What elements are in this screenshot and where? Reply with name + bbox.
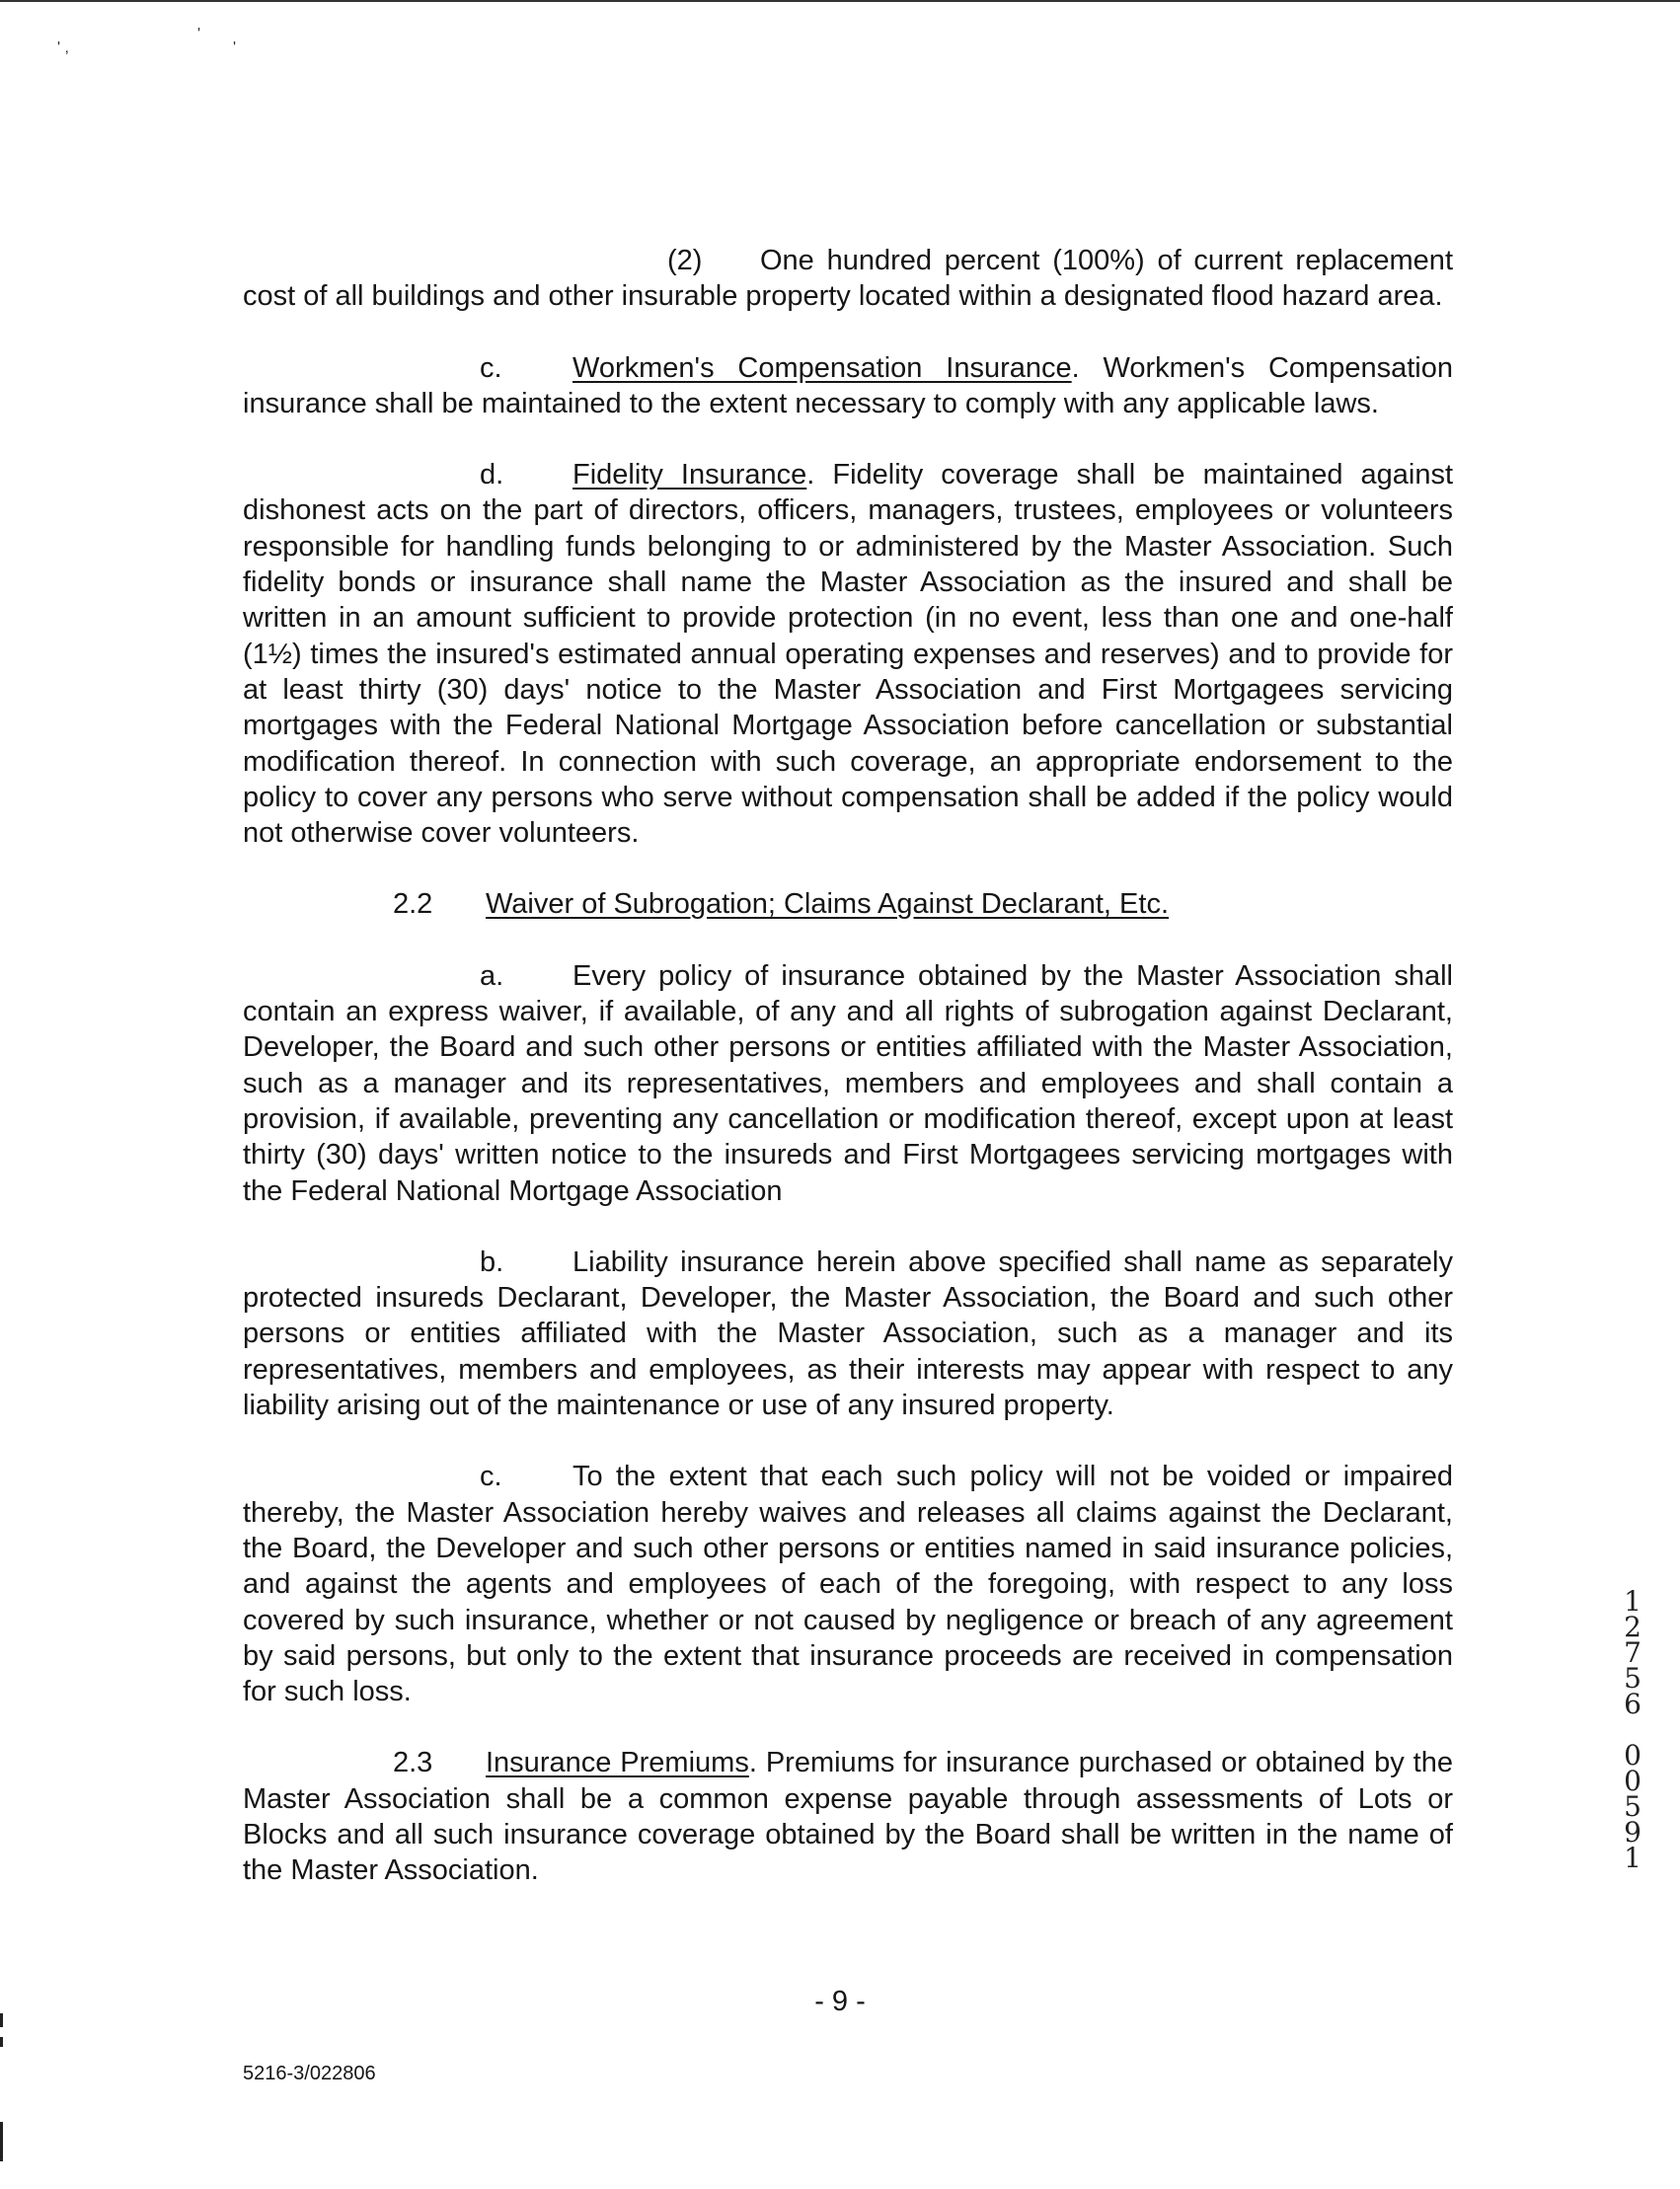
paragraph-workmens-compensation <box>243 350 1453 422</box>
stamp-digit: 1 <box>1624 1842 1642 1874</box>
stamp-digit: 9 <box>1624 1816 1642 1849</box>
recording-stamp <box>1615 1585 1650 1874</box>
page-number: - 9 - <box>814 1986 866 2017</box>
paragraph-text: Liability insurance herein above specified shall name as separately protected insureds Declarant, Developer, the Master Association, the Board and such other persons or entities affiliated with the Master Association, such as a manager and its representatives, members and employees, as their interests may appear with respect to any liability arising out of the maintenance or use of any insured property. <box>243 1245 1453 1422</box>
section-number: 2.2 <box>393 888 433 921</box>
stamp-digit: 2 <box>1624 1611 1642 1643</box>
scan-edge-mark <box>0 2122 3 2161</box>
section-title: Waiver of Subrogation; Claims Against Declarant, Etc. <box>486 888 1170 921</box>
item-marker: a. <box>480 959 504 992</box>
section-heading-2-2 <box>243 886 1453 922</box>
paragraph-text: . Workmen's Compensation insurance shall be maintained to the extent necessary to comply with any applicable laws. <box>243 351 1453 419</box>
document-code: 5216-3/022806 <box>243 2063 376 2084</box>
scan-speck: ' <box>197 26 201 42</box>
scan-speck: ' <box>233 39 237 56</box>
item-marker: (2) <box>667 245 703 276</box>
stamp-digit: 6 <box>1624 1688 1642 1720</box>
paragraph-2-2-c <box>243 1459 1453 1709</box>
stamp-digit: 0 <box>1624 1765 1642 1797</box>
paragraph-flood-coverage <box>243 243 1453 315</box>
item-title: Workmen's Compensation Insurance <box>573 351 1072 384</box>
stamp-digit: 0 <box>1624 1739 1642 1772</box>
scan-speck: ' , <box>57 39 69 56</box>
paragraph-text: One hundred percent (100%) of current replacement cost of all buildings and other insurable property located within a designated flood hazard area. <box>243 245 1453 313</box>
stamp-digit: 5 <box>1624 1662 1642 1695</box>
item-marker: b. <box>480 1245 504 1278</box>
paragraph-2-2-b <box>243 1245 1453 1423</box>
stamp-digit: 1 <box>1624 1585 1642 1618</box>
scan-top-edge <box>0 0 1680 2</box>
paragraph-text: Every policy of insurance obtained by the Master Association shall contain an express waiver, if available, of any and all rights of subrogation against Declarant, Developer, the Board and such other persons or entities affiliated with the Master Association, such as a manager and its representatives, members and employees and shall contain a provision, if available, preventing any cancellation or modification thereof, except upon at least thirty (30) days' written notice to the insureds and First Mortgagees servicing mortgages with the Federal National Mortgage Association <box>243 959 1453 1207</box>
paragraph-text: . Fidelity coverage shall be maintained against dishonest acts on the part of directors, officers, managers, trustees, employees or volunteers responsible for handling funds belonging to or administered by the Master Association. Such fidelity bonds or insurance shall name the Master Association as the insured and shall be written in an amount sufficient to provide protection (in no event, less than one and one-half (1½) times the insured's estimated annual operating expenses and reserves) and to provide for at least thirty (30) days' notice to the Master Association and First Mortgagees servicing mortgages with the Federal National Mortgage Association before cancellation or substantial modification thereof. In connection with such coverage, an appropriate endorsement to the policy to cover any persons who serve without compensation shall be added if the policy would not otherwise cover volunteers. <box>243 459 1453 850</box>
paragraph-2-3-insurance-premiums <box>243 1745 1453 1888</box>
section-number: 2.3 <box>393 1747 433 1779</box>
item-marker: d. <box>480 459 504 491</box>
paragraph-fidelity-insurance <box>243 457 1453 851</box>
paragraph-text: To the extent that each such policy will not be voided or impaired thereby, the Master Association hereby waives and releases all claims against the Declarant, the Board, the Developer and such other persons or entities named in said insurance policies, and against the agents and employees of each of the foregoing, with respect to any loss covered by such insurance, whether or not caused by negligence or breach of any agreement by said persons, but only to the extent that insurance proceeds are received in compensation for such loss. <box>243 1461 1453 1708</box>
stamp-digit: 5 <box>1624 1790 1642 1823</box>
document-body <box>243 243 1453 1925</box>
section-title: Insurance Premiums <box>486 1747 749 1779</box>
item-title: Fidelity Insurance <box>573 459 807 491</box>
paragraph-text: . Premiums for insurance purchased or obtained by the Master Association shall be a common expense payable through assessments of Lots or Blocks and all such insurance coverage obtained by the Board shall be written in the name of the Master Association. <box>243 1747 1453 1887</box>
item-marker: c. <box>480 351 502 384</box>
item-marker: c. <box>480 1461 502 1493</box>
scan-edge-mark <box>0 2037 3 2047</box>
stamp-digit: 7 <box>1624 1636 1642 1669</box>
paragraph-2-2-a <box>243 958 1453 1209</box>
